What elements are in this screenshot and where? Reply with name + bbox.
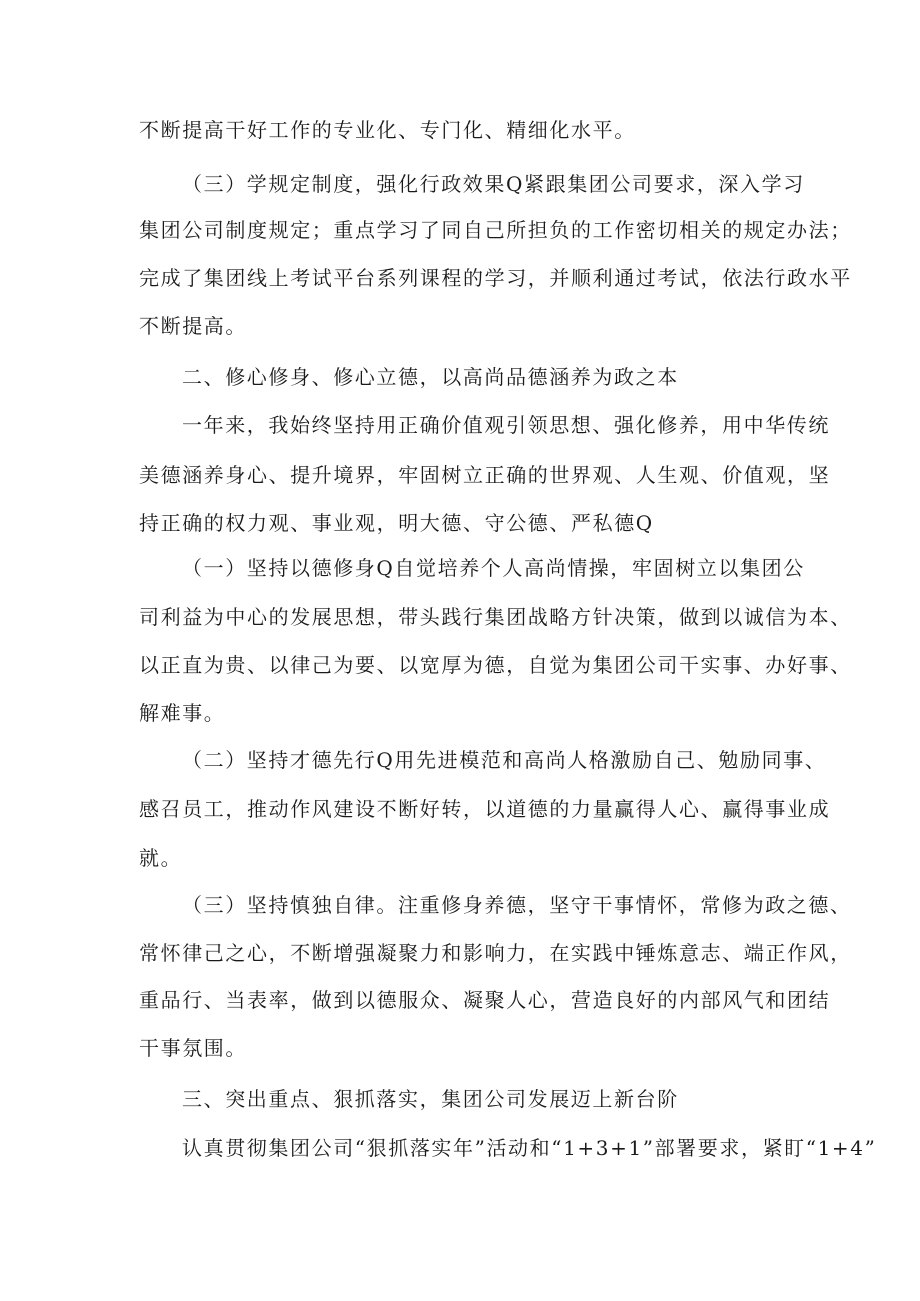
text-line: 认真贯彻集团公司“狠抓落实年”活动和“1+3+1”部署要求，紧盯“1+4” — [182, 1136, 877, 1160]
text-line: 就。 — [139, 846, 183, 870]
text-line: 司利益为中心的发展思想，带头践行集团战略方针决策，做到以诚信为本、 — [139, 605, 852, 629]
text-line: 不断提高干好工作的专业化、专门化、精细化水平。 — [139, 118, 636, 142]
text-line: 重品行、当表率，做到以德服众、凝聚人心，营造良好的内部风气和团结 — [139, 988, 831, 1012]
text-line: 不断提高。 — [139, 314, 247, 338]
text-line: 一年来，我始终坚持用正确价值观引领思想、强化修养，用中华传统 — [182, 413, 830, 437]
text-line: （三）学规定制度，强化行政效果Q紧跟集团公司要求，深入学习 — [182, 172, 805, 196]
text-line: 感召员工，推动作风建设不断好转，以道德的力量赢得人心、赢得事业成 — [139, 797, 831, 821]
section-heading: 三、突出重点、狠抓落实，集团公司发展迈上新台阶 — [182, 1087, 679, 1111]
text-line: 美德涵养身心、提升境界，牢固树立正确的世界观、人生观、价值观，坚 — [139, 463, 831, 487]
text-line: （三）坚持慎独自律。注重修身养德，坚守干事情怀，常修为政之德、 — [182, 893, 852, 917]
text-line: （二）坚持才德先行Q用先进模范和高尚人格激励自己、勉励同事、 — [182, 748, 827, 772]
section-heading: 二、修心修身、修心立德，以高尚品德涵养为政之本 — [182, 365, 679, 389]
text-line: 干事氛围。 — [139, 1036, 247, 1060]
text-line: 持正确的权力观、事业观，明大德、守公德、严私德Q — [139, 511, 654, 535]
text-line: （一）坚持以德修身Q自觉培养个人高尚情操，牢固树立以集团公 — [182, 556, 805, 580]
text-line: 集团公司制度规定；重点学习了同自己所担负的工作密切相关的规定办法； — [139, 218, 852, 242]
text-line: 以正直为贵、以律己为要、以宽厚为德，自觉为集团公司干实事、办好事、 — [139, 653, 852, 677]
text-line: 完成了集团线上考试平台系列课程的学习，并顺利通过考试，依法行政水平 — [139, 266, 852, 290]
text-line: 解难事。 — [139, 701, 226, 725]
text-line: 常怀律己之心，不断增强凝聚力和影响力，在实践中锤炼意志、端正作风， — [139, 941, 852, 965]
